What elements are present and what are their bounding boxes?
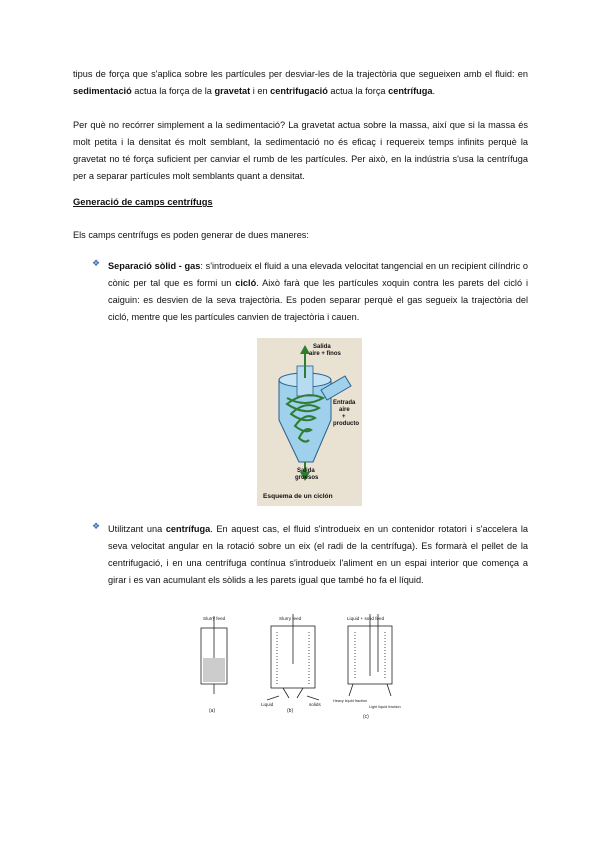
a-caption: (a) (209, 708, 216, 714)
b-solids-label: solids (309, 702, 321, 707)
paragraph-forces: tipus de força que s'aplica sobre les partícules per desviar-les de la trajectòria que segueixen amb el fluid: en sedimentació actua la força de la gravetat i en centrifugació actua la força centrífuga. (73, 69, 528, 96)
label-right-3: + (342, 414, 346, 420)
cyclone-diagram (257, 338, 362, 506)
bullet-icon: ❖ (92, 258, 101, 268)
b-caption: (b) (287, 708, 294, 714)
b-feed-label: Slurry feed (279, 616, 302, 621)
label-bottom-1: Salida (297, 468, 315, 474)
a-feed-label: Slurry feed (203, 616, 226, 621)
bullet-centrifuge-text: Utilitzant una centrífuga. En aquest cas, el fluid s'introdueix en un contenidor rotatori i s'accelera la seva velocitat angular en la rotació sobre un eix (el radi de la centrífuga). Es formarà el pellet de la centrifugació, i en una centrífuga contínua s'introdueix l'aliment en un espai interior que comença a girar i es van acumulant els sòlids a les parets igual que també ho fa el líquid. (108, 524, 528, 585)
c-feed-label: Liquid + solid feed (347, 616, 385, 621)
centrifuge-diagram (183, 612, 428, 724)
c-light-label: Light liquid fraction (369, 705, 401, 709)
c-caption: (c) (363, 714, 369, 720)
label-right-1: Entrada (333, 400, 356, 406)
c-heavy-label: Heavy liquid fraction (333, 699, 368, 703)
label-right-2: aire (339, 407, 350, 413)
paragraph-intro: Els camps centrífugs es poden generar de dues maneres: (73, 230, 309, 240)
label-top-2: aire + finos (309, 351, 341, 357)
bullet-cyclone-text: Separació sòlid - gas: s'introdueix el fluid a una elevada velocitat tangencial en un recipient cilíndric o cònic per tal que es formi un cicló. Això farà que les partícules xoquin contra les parets del cicló i caiguin: es desvien de la seva trajectòria. Es poden separar perquè el gas segueix la trajectòria del cicló, mentre que les partícules canvien de trajectòria i cauen. (108, 261, 528, 322)
b-liquid-label: Liquid (261, 702, 274, 707)
centrifuge-illustrations (183, 612, 428, 724)
paragraph-sedimentation: Per què no recórrer simplement a la sedimentació? La gravetat actua sobre la massa, així que si la massa és molt petita i la densitat és molt semblant, la sedimentació no és eficaç i requereix temps infinits perquè la gravetat no té força suficient per canviar el rumb de les partícules. Per això, en la indústria s'usa la centrífuga per a separar partícules molt semblants quant a densitat. (73, 120, 528, 181)
label-top-1: Salida (313, 344, 331, 350)
cyclone-caption: Esquema de un ciclón (263, 493, 333, 500)
label-bottom-2: gruesos (295, 475, 319, 481)
bullet-icon: ❖ (92, 521, 101, 531)
label-right-4: producto (333, 421, 359, 427)
cyclone-illustration (257, 338, 362, 506)
section-heading: Generació de camps centrífugs (73, 196, 213, 207)
